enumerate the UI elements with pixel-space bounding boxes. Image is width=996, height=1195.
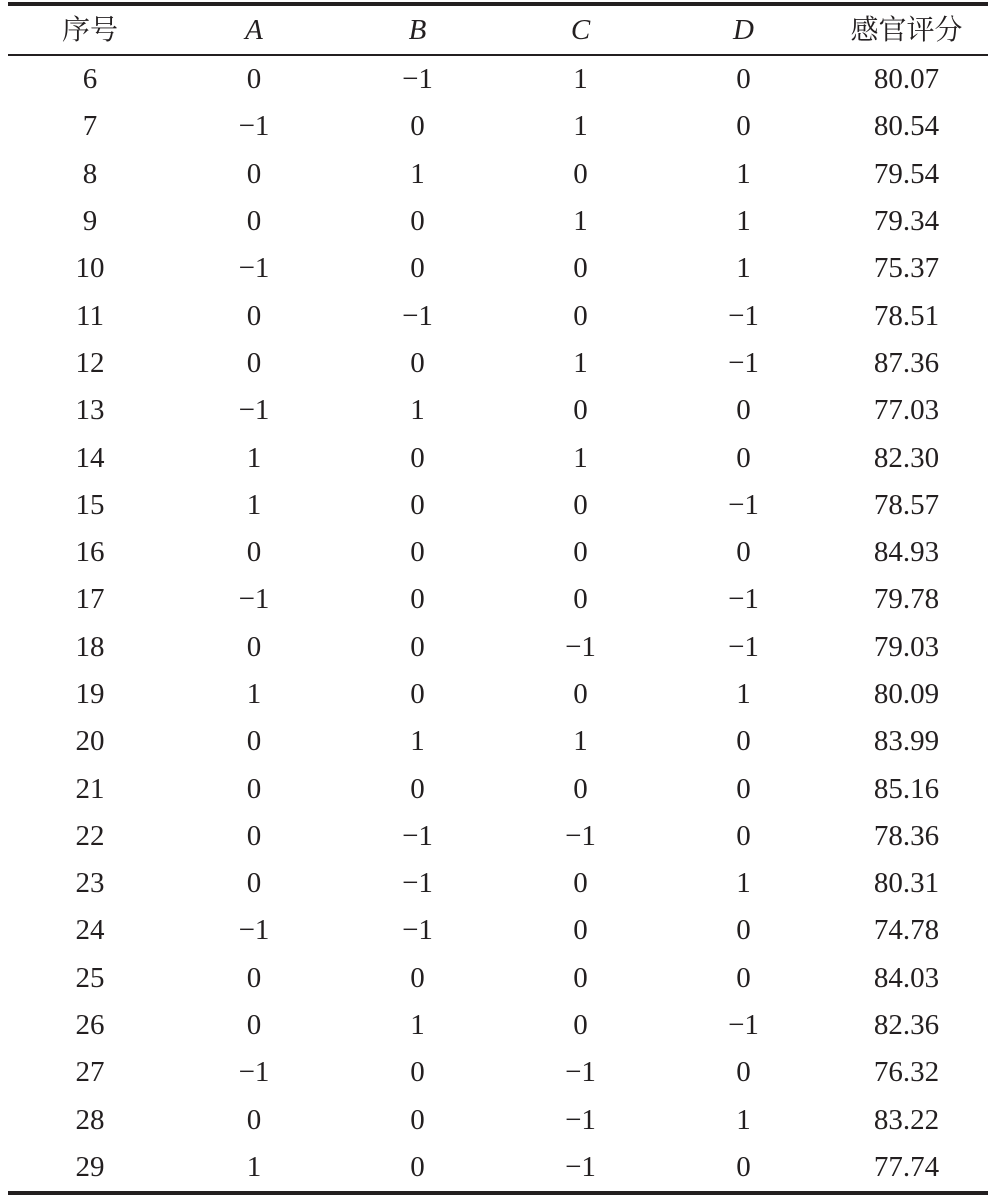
table-row	[8, 292, 988, 339]
bottom-rule	[8, 1191, 988, 1195]
header-row	[8, 6, 988, 54]
cell-c: 0	[573, 867, 588, 900]
cell-a: −1	[238, 110, 270, 143]
cell-index: 29	[75, 1150, 105, 1183]
cell-c: 1	[573, 441, 588, 474]
cell-d: 0	[736, 819, 751, 852]
cell-c: 0	[573, 1009, 588, 1042]
cell-d: −1	[728, 1009, 759, 1042]
cell-index: 11	[76, 299, 104, 332]
table-row	[8, 1097, 988, 1144]
cell-index: 7	[82, 110, 98, 143]
cell-sensory-score: 79.78	[873, 583, 940, 616]
cell-index: 21	[75, 772, 105, 805]
cell-b: 0	[410, 205, 425, 238]
cell-sensory-score: 79.34	[873, 205, 940, 238]
header-a: A	[245, 13, 263, 46]
cell-b: 0	[410, 252, 425, 285]
cell-sensory-score: 79.54	[873, 157, 940, 190]
cell-c: 0	[573, 488, 588, 521]
cell-c: 0	[573, 536, 588, 569]
cell-b: 0	[410, 441, 425, 474]
table-row	[8, 482, 988, 529]
cell-a: 0	[246, 63, 262, 96]
table-row	[8, 387, 988, 434]
cell-c: 1	[573, 725, 588, 758]
table-row	[8, 1002, 988, 1049]
cell-b: 0	[410, 1103, 425, 1136]
cell-b: 0	[410, 772, 425, 805]
results-table-body	[8, 56, 988, 1191]
cell-index: 6	[82, 63, 98, 96]
table-row	[8, 245, 988, 292]
table-row	[8, 576, 988, 623]
header-sensory-score: 感官评分	[850, 13, 963, 46]
cell-b: −1	[402, 914, 433, 947]
cell-d: 1	[736, 678, 751, 710]
cell-b: 0	[410, 678, 425, 710]
cell-index: 9	[82, 205, 98, 238]
header-d: D	[733, 13, 754, 46]
cell-a: 0	[246, 346, 262, 379]
cell-d: −1	[728, 346, 759, 379]
cell-d: 1	[736, 157, 751, 190]
cell-d: 0	[736, 110, 751, 143]
cell-a: 1	[246, 1150, 262, 1183]
cell-b: 1	[410, 157, 425, 190]
cell-c: 1	[573, 346, 588, 379]
cell-a: 0	[246, 1103, 262, 1136]
cell-b: 0	[410, 961, 425, 994]
cell-index: 17	[75, 583, 105, 616]
cell-sensory-score: 80.31	[873, 867, 940, 900]
header-index: 序号	[61, 13, 118, 46]
cell-d: −1	[728, 488, 759, 521]
cell-d: 0	[736, 914, 751, 947]
data-table	[8, 0, 988, 1195]
cell-b: 0	[410, 346, 425, 379]
cell-d: 1	[736, 867, 751, 900]
cell-b: 1	[410, 1009, 425, 1042]
cell-sensory-score: 76.32	[873, 1056, 940, 1089]
cell-c: 1	[573, 63, 588, 96]
cell-index: 25	[75, 961, 105, 994]
cell-c: −1	[565, 1150, 596, 1183]
cell-a: −1	[238, 1056, 270, 1089]
cell-c: −1	[565, 819, 596, 852]
table-row	[8, 765, 988, 812]
header-b: B	[408, 13, 427, 46]
cell-a: 0	[246, 630, 262, 663]
cell-c: −1	[565, 1056, 596, 1089]
cell-a: 0	[246, 1009, 262, 1042]
cell-index: 20	[75, 725, 105, 758]
cell-d: 0	[736, 63, 751, 96]
cell-sensory-score: 84.03	[873, 961, 940, 994]
cell-sensory-score: 80.07	[873, 63, 940, 96]
cell-a: 0	[246, 961, 262, 994]
cell-d: 0	[736, 536, 751, 569]
cell-d: 0	[736, 772, 751, 805]
cell-sensory-score: 82.36	[873, 1009, 940, 1042]
cell-sensory-score: 82.30	[873, 441, 940, 474]
cell-index: 8	[82, 157, 98, 190]
header-c: C	[570, 13, 591, 46]
cell-sensory-score: 80.54	[873, 110, 940, 143]
table-row	[8, 671, 988, 718]
table-row	[8, 151, 988, 198]
cell-b: −1	[402, 63, 433, 96]
table-row	[8, 955, 988, 1002]
cell-a: −1	[238, 252, 270, 285]
cell-d: 0	[736, 725, 751, 758]
results-table	[8, 6, 988, 54]
cell-b: 0	[410, 1056, 425, 1089]
cell-sensory-score: 74.78	[873, 914, 940, 947]
table-row	[8, 103, 988, 150]
cell-c: −1	[565, 630, 596, 663]
table-row	[8, 56, 988, 103]
cell-c: 0	[573, 394, 588, 427]
cell-c: 0	[573, 914, 588, 947]
cell-d: 1	[736, 205, 751, 238]
cell-c: 0	[573, 583, 588, 616]
table-row	[8, 434, 988, 481]
cell-index: 18	[75, 630, 105, 663]
cell-index: 22	[75, 819, 105, 852]
cell-a: 1	[246, 488, 262, 521]
cell-sensory-score: 78.51	[873, 299, 940, 332]
cell-d: −1	[728, 583, 759, 616]
cell-c: 1	[573, 205, 588, 238]
cell-c: 1	[573, 110, 588, 143]
cell-b: 1	[410, 725, 425, 758]
cell-index: 13	[75, 394, 105, 427]
cell-c: 0	[573, 772, 588, 805]
cell-sensory-score: 87.36	[873, 346, 940, 379]
cell-c: 0	[573, 252, 588, 285]
cell-index: 28	[75, 1103, 105, 1136]
cell-sensory-score: 83.22	[873, 1103, 940, 1136]
cell-d: 0	[736, 394, 751, 427]
cell-b: −1	[402, 867, 433, 900]
cell-index: 26	[75, 1009, 105, 1042]
cell-a: 0	[246, 299, 262, 332]
table-row	[8, 340, 988, 387]
cell-a: 0	[246, 205, 262, 238]
cell-a: 0	[246, 867, 262, 900]
cell-index: 14	[75, 441, 105, 474]
cell-d: 0	[736, 961, 751, 994]
cell-index: 16	[75, 536, 105, 569]
cell-a: 1	[246, 441, 262, 474]
cell-b: −1	[402, 819, 433, 852]
cell-a: 0	[246, 772, 262, 805]
cell-sensory-score: 77.03	[873, 394, 940, 427]
cell-c: 0	[573, 961, 588, 994]
cell-b: −1	[402, 299, 433, 332]
cell-d: 1	[736, 252, 751, 285]
table-row	[8, 718, 988, 765]
table-row	[8, 813, 988, 860]
cell-c: 0	[573, 678, 588, 710]
table-row	[8, 198, 988, 245]
cell-d: 0	[736, 441, 751, 474]
cell-index: 23	[75, 867, 105, 900]
cell-index: 24	[75, 914, 105, 947]
cell-sensory-score: 84.93	[873, 536, 940, 569]
cell-index: 10	[75, 252, 105, 285]
cell-a: 0	[246, 819, 262, 852]
cell-sensory-score: 79.03	[873, 630, 940, 663]
cell-c: 0	[573, 157, 588, 190]
cell-index: 27	[75, 1056, 105, 1089]
cell-b: 0	[410, 583, 425, 616]
table-row	[8, 907, 988, 954]
cell-d: −1	[728, 630, 759, 663]
cell-index: 19	[75, 678, 105, 710]
cell-d: 0	[736, 1150, 751, 1183]
table-row	[8, 529, 988, 576]
cell-index: 15	[75, 488, 105, 521]
cell-a: −1	[238, 394, 270, 427]
cell-a: 1	[246, 678, 262, 710]
table-row	[8, 1144, 988, 1191]
cell-d: 1	[736, 1103, 751, 1136]
cell-index: 12	[75, 346, 105, 379]
cell-d: −1	[728, 299, 759, 332]
cell-b: 0	[410, 1150, 425, 1183]
cell-a: 0	[246, 536, 262, 569]
cell-a: −1	[238, 914, 270, 947]
table-row	[8, 860, 988, 907]
cell-sensory-score: 77.74	[873, 1150, 940, 1183]
cell-b: 0	[410, 536, 425, 569]
cell-a: −1	[238, 583, 270, 616]
cell-c: −1	[565, 1103, 596, 1136]
cell-a: 0	[246, 157, 262, 190]
cell-sensory-score: 78.36	[873, 819, 940, 852]
cell-d: 0	[736, 1056, 751, 1089]
cell-b: 1	[410, 394, 425, 427]
cell-sensory-score: 85.16	[873, 772, 940, 805]
cell-b: 0	[410, 110, 425, 143]
table-row	[8, 624, 988, 671]
table-row	[8, 1049, 988, 1096]
cell-sensory-score: 80.09	[873, 678, 940, 710]
cell-b: 0	[410, 630, 425, 663]
cell-b: 0	[410, 488, 425, 521]
cell-c: 0	[573, 299, 588, 332]
cell-sensory-score: 78.57	[873, 488, 940, 521]
cell-sensory-score: 83.99	[873, 725, 940, 758]
cell-a: 0	[246, 725, 262, 758]
cell-sensory-score: 75.37	[873, 252, 940, 285]
